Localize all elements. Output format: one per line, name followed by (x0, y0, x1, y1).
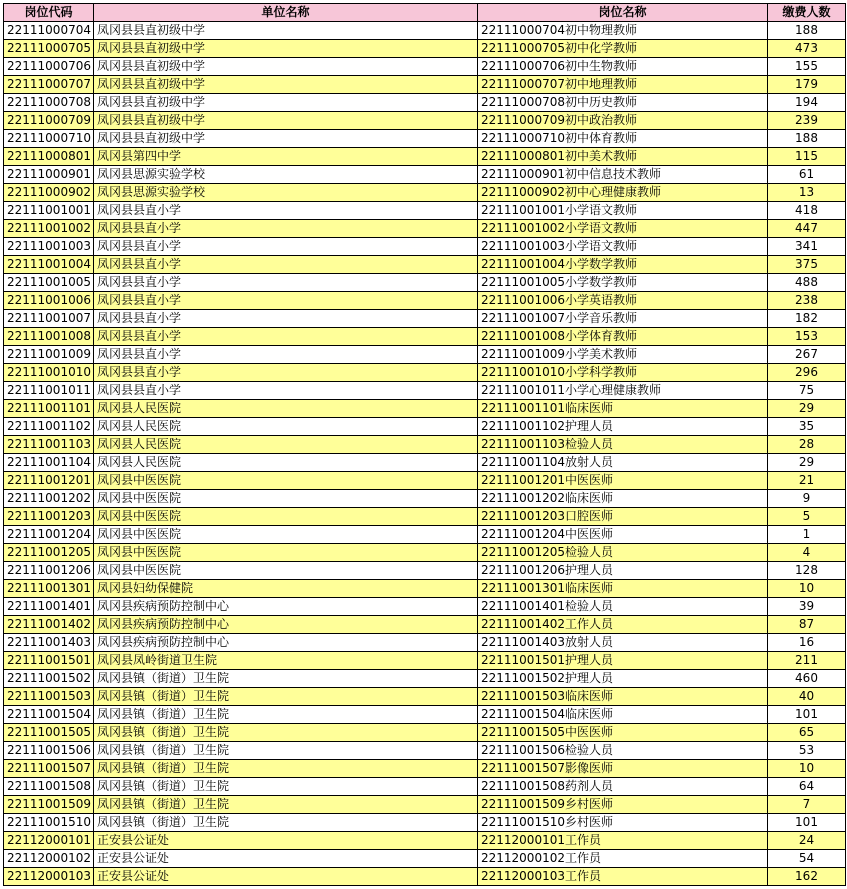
cell-unit-name: 凤冈县人民医院 (94, 454, 478, 472)
cell-position-code: 22111001509 (4, 796, 94, 814)
cell-position-name: 22111001005小学数学教师 (478, 274, 768, 292)
table-row (4, 580, 846, 598)
cell-position-name: 22111001202临床医师 (478, 490, 768, 508)
table-row (4, 724, 846, 742)
cell-position-name: 22111000704初中物理教师 (478, 22, 768, 40)
table-row (4, 22, 846, 40)
cell-position-name: 22111001011小学心理健康教师 (478, 382, 768, 400)
cell-position-code: 22111001502 (4, 670, 94, 688)
cell-position-code: 22111001501 (4, 652, 94, 670)
cell-unit-name: 凤冈县疾病预防控制中心 (94, 616, 478, 634)
table-row (4, 220, 846, 238)
cell-position-code: 22111001104 (4, 454, 94, 472)
cell-position-name: 22111001010小学科学教师 (478, 364, 768, 382)
table-row (4, 778, 846, 796)
cell-paid-count: 447 (768, 220, 846, 238)
cell-position-code: 22111000709 (4, 112, 94, 130)
cell-position-name: 22111001403放射人员 (478, 634, 768, 652)
table-row (4, 598, 846, 616)
cell-position-code: 22111000801 (4, 148, 94, 166)
cell-position-name: 22111001006小学英语教师 (478, 292, 768, 310)
cell-position-name: 22111000709初中政治教师 (478, 112, 768, 130)
cell-position-name: 22111001103检验人员 (478, 436, 768, 454)
cell-position-code: 22111001503 (4, 688, 94, 706)
cell-paid-count: 418 (768, 202, 846, 220)
cell-unit-name: 凤冈县中医医院 (94, 544, 478, 562)
table-row (4, 148, 846, 166)
table-row (4, 382, 846, 400)
cell-position-name: 22111001205检验人员 (478, 544, 768, 562)
cell-position-code: 22111001401 (4, 598, 94, 616)
cell-position-name: 22111000902初中心理健康教师 (478, 184, 768, 202)
table-row (4, 400, 846, 418)
header-position-name: 岗位名称 (478, 4, 768, 22)
cell-position-code: 22111001206 (4, 562, 94, 580)
cell-paid-count: 65 (768, 724, 846, 742)
cell-position-code: 22111001402 (4, 616, 94, 634)
cell-position-code: 22111001101 (4, 400, 94, 418)
cell-paid-count: 54 (768, 850, 846, 868)
cell-paid-count: 182 (768, 310, 846, 328)
cell-position-name: 22111000901初中信息技术教师 (478, 166, 768, 184)
table-row (4, 544, 846, 562)
table-row (4, 76, 846, 94)
table-row (4, 166, 846, 184)
cell-unit-name: 凤冈县第四中学 (94, 148, 478, 166)
table-row (4, 112, 846, 130)
cell-unit-name: 凤冈县县直小学 (94, 310, 478, 328)
cell-position-name: 22111001510乡村医师 (478, 814, 768, 832)
cell-position-code: 22111001003 (4, 238, 94, 256)
cell-position-name: 22111001301临床医师 (478, 580, 768, 598)
cell-position-name: 22111001501护理人员 (478, 652, 768, 670)
cell-paid-count: 1 (768, 526, 846, 544)
cell-position-code: 22111000705 (4, 40, 94, 58)
cell-unit-name: 凤冈县妇幼保健院 (94, 580, 478, 598)
cell-position-name: 22111001509乡村医师 (478, 796, 768, 814)
cell-unit-name: 正安县公证处 (94, 832, 478, 850)
cell-unit-name: 凤冈县县直初级中学 (94, 94, 478, 112)
cell-position-code: 22111001505 (4, 724, 94, 742)
cell-unit-name: 凤冈县中医医院 (94, 472, 478, 490)
cell-unit-name: 凤冈县人民医院 (94, 436, 478, 454)
table-row (4, 454, 846, 472)
cell-unit-name: 凤冈县镇（街道）卫生院 (94, 742, 478, 760)
cell-unit-name: 凤冈县镇（街道）卫生院 (94, 760, 478, 778)
cell-paid-count: 101 (768, 814, 846, 832)
header-position-code: 岗位代码 (4, 4, 94, 22)
cell-position-name: 22111001102护理人员 (478, 418, 768, 436)
cell-position-name: 22111001504临床医师 (478, 706, 768, 724)
cell-position-code: 22111001102 (4, 418, 94, 436)
table-body (4, 22, 846, 886)
cell-unit-name: 凤冈县县直小学 (94, 382, 478, 400)
cell-paid-count: 488 (768, 274, 846, 292)
cell-position-code: 22111001004 (4, 256, 94, 274)
cell-unit-name: 凤冈县思源实验学校 (94, 166, 478, 184)
cell-position-code: 22111000707 (4, 76, 94, 94)
cell-unit-name: 凤冈县县直初级中学 (94, 22, 478, 40)
table-row (4, 868, 846, 886)
cell-unit-name: 凤冈县县直小学 (94, 274, 478, 292)
cell-position-name: 22111000801初中美术教师 (478, 148, 768, 166)
cell-paid-count: 296 (768, 364, 846, 382)
cell-position-code: 22111001301 (4, 580, 94, 598)
cell-unit-name: 凤冈县人民医院 (94, 400, 478, 418)
cell-position-name: 22111000706初中生物教师 (478, 58, 768, 76)
cell-paid-count: 7 (768, 796, 846, 814)
cell-position-code: 22111000704 (4, 22, 94, 40)
cell-position-code: 22111000708 (4, 94, 94, 112)
registration-table (3, 3, 846, 886)
table-row (4, 850, 846, 868)
cell-position-name: 22111001009小学美术教师 (478, 346, 768, 364)
cell-paid-count: 64 (768, 778, 846, 796)
cell-position-name: 22111001503临床医师 (478, 688, 768, 706)
cell-unit-name: 凤冈县县直初级中学 (94, 130, 478, 148)
table-row (4, 418, 846, 436)
cell-paid-count: 473 (768, 40, 846, 58)
cell-position-name: 22111001101临床医师 (478, 400, 768, 418)
cell-position-name: 22111001003小学语文教师 (478, 238, 768, 256)
cell-paid-count: 24 (768, 832, 846, 850)
cell-paid-count: 39 (768, 598, 846, 616)
cell-position-name: 22111001506检验人员 (478, 742, 768, 760)
cell-position-name: 22111001007小学音乐教师 (478, 310, 768, 328)
cell-position-code: 22111001011 (4, 382, 94, 400)
table-row (4, 328, 846, 346)
cell-unit-name: 凤冈县县直小学 (94, 328, 478, 346)
table-row (4, 508, 846, 526)
cell-unit-name: 凤冈县县直小学 (94, 364, 478, 382)
cell-paid-count: 460 (768, 670, 846, 688)
cell-paid-count: 9 (768, 490, 846, 508)
cell-position-code: 22111001202 (4, 490, 94, 508)
cell-paid-count: 194 (768, 94, 846, 112)
cell-unit-name: 凤冈县县直小学 (94, 292, 478, 310)
cell-unit-name: 凤冈县县直初级中学 (94, 58, 478, 76)
table-row (4, 364, 846, 382)
cell-position-name: 22112000101工作员 (478, 832, 768, 850)
cell-paid-count: 53 (768, 742, 846, 760)
table-row (4, 760, 846, 778)
cell-unit-name: 凤冈县县直初级中学 (94, 40, 478, 58)
cell-position-name: 22111000705初中化学教师 (478, 40, 768, 58)
cell-paid-count: 40 (768, 688, 846, 706)
table-row (4, 256, 846, 274)
cell-position-name: 22111000707初中地理教师 (478, 76, 768, 94)
cell-paid-count: 87 (768, 616, 846, 634)
cell-position-name: 22111001201中医医师 (478, 472, 768, 490)
cell-position-code: 22111001005 (4, 274, 94, 292)
cell-paid-count: 4 (768, 544, 846, 562)
cell-unit-name: 凤冈县人民医院 (94, 418, 478, 436)
cell-unit-name: 凤冈县县直小学 (94, 202, 478, 220)
cell-unit-name: 凤冈县思源实验学校 (94, 184, 478, 202)
table-row (4, 796, 846, 814)
cell-position-name: 22111001502护理人员 (478, 670, 768, 688)
table-row (4, 436, 846, 454)
cell-paid-count: 128 (768, 562, 846, 580)
table-row (4, 832, 846, 850)
cell-position-code: 22111001007 (4, 310, 94, 328)
cell-unit-name: 凤冈县县直初级中学 (94, 112, 478, 130)
cell-unit-name: 凤冈县疾病预防控制中心 (94, 634, 478, 652)
cell-position-name: 22111001402工作人员 (478, 616, 768, 634)
cell-position-code: 22111001006 (4, 292, 94, 310)
table-row (4, 652, 846, 670)
cell-unit-name: 凤冈县疾病预防控制中心 (94, 598, 478, 616)
cell-position-code: 22112000103 (4, 868, 94, 886)
cell-unit-name: 凤冈县镇（街道）卫生院 (94, 724, 478, 742)
cell-paid-count: 188 (768, 22, 846, 40)
cell-position-name: 22111001206护理人员 (478, 562, 768, 580)
cell-position-code: 22111001009 (4, 346, 94, 364)
cell-position-code: 22111000710 (4, 130, 94, 148)
table-row (4, 202, 846, 220)
cell-position-name: 22111000710初中体育教师 (478, 130, 768, 148)
table-row (4, 130, 846, 148)
cell-paid-count: 101 (768, 706, 846, 724)
cell-paid-count: 5 (768, 508, 846, 526)
cell-position-code: 22111001203 (4, 508, 94, 526)
cell-unit-name: 凤冈县县直初级中学 (94, 76, 478, 94)
cell-position-code: 22111001504 (4, 706, 94, 724)
table-row (4, 292, 846, 310)
cell-paid-count: 29 (768, 400, 846, 418)
cell-paid-count: 188 (768, 130, 846, 148)
cell-position-code: 22111001506 (4, 742, 94, 760)
cell-position-name: 22111001104放射人员 (478, 454, 768, 472)
cell-position-code: 22111001204 (4, 526, 94, 544)
cell-paid-count: 267 (768, 346, 846, 364)
table-row (4, 634, 846, 652)
table-row (4, 670, 846, 688)
cell-position-code: 22111001008 (4, 328, 94, 346)
cell-unit-name: 正安县公证处 (94, 868, 478, 886)
cell-unit-name: 凤冈县县直小学 (94, 256, 478, 274)
table-row (4, 94, 846, 112)
table-row (4, 472, 846, 490)
cell-position-code: 22112000101 (4, 832, 94, 850)
cell-position-code: 22111000901 (4, 166, 94, 184)
cell-paid-count: 13 (768, 184, 846, 202)
cell-unit-name: 凤冈县镇（街道）卫生院 (94, 706, 478, 724)
table-row (4, 58, 846, 76)
cell-position-code: 22111001001 (4, 202, 94, 220)
table-row (4, 184, 846, 202)
table-row (4, 688, 846, 706)
cell-paid-count: 153 (768, 328, 846, 346)
cell-position-name: 22111001508药剂人员 (478, 778, 768, 796)
cell-paid-count: 16 (768, 634, 846, 652)
table-row (4, 346, 846, 364)
cell-paid-count: 238 (768, 292, 846, 310)
table-row (4, 562, 846, 580)
cell-position-name: 22112000103工作员 (478, 868, 768, 886)
cell-position-name: 22111001505中医医师 (478, 724, 768, 742)
cell-unit-name: 凤冈县镇（街道）卫生院 (94, 688, 478, 706)
cell-paid-count: 61 (768, 166, 846, 184)
cell-paid-count: 375 (768, 256, 846, 274)
cell-paid-count: 155 (768, 58, 846, 76)
cell-paid-count: 29 (768, 454, 846, 472)
cell-position-code: 22111001002 (4, 220, 94, 238)
cell-position-code: 22111001010 (4, 364, 94, 382)
cell-paid-count: 10 (768, 580, 846, 598)
table-row (4, 490, 846, 508)
cell-unit-name: 凤冈县中医医院 (94, 490, 478, 508)
cell-position-code: 22112000102 (4, 850, 94, 868)
cell-position-name: 22111001507影像医师 (478, 760, 768, 778)
cell-unit-name: 凤冈县镇（街道）卫生院 (94, 814, 478, 832)
cell-position-name: 22111001004小学数学教师 (478, 256, 768, 274)
cell-unit-name: 凤冈县镇（街道）卫生院 (94, 778, 478, 796)
cell-position-code: 22111001510 (4, 814, 94, 832)
cell-paid-count: 211 (768, 652, 846, 670)
cell-position-code: 22111001403 (4, 634, 94, 652)
table-row (4, 526, 846, 544)
table-row (4, 706, 846, 724)
header-row (4, 4, 846, 22)
cell-unit-name: 凤冈县中医医院 (94, 526, 478, 544)
cell-position-name: 22112000102工作员 (478, 850, 768, 868)
cell-paid-count: 341 (768, 238, 846, 256)
cell-unit-name: 凤冈县镇（街道）卫生院 (94, 796, 478, 814)
cell-position-code: 22111000902 (4, 184, 94, 202)
cell-paid-count: 10 (768, 760, 846, 778)
cell-paid-count: 21 (768, 472, 846, 490)
cell-unit-name: 凤冈县县直小学 (94, 238, 478, 256)
cell-unit-name: 凤冈县中医医院 (94, 508, 478, 526)
cell-position-name: 22111001203口腔医师 (478, 508, 768, 526)
cell-position-code: 22111001507 (4, 760, 94, 778)
table-row (4, 274, 846, 292)
table-row (4, 310, 846, 328)
cell-paid-count: 239 (768, 112, 846, 130)
cell-paid-count: 28 (768, 436, 846, 454)
cell-unit-name: 凤冈县凤岭街道卫生院 (94, 652, 478, 670)
header-paid-count: 缴费人数 (768, 4, 846, 22)
cell-position-code: 22111001508 (4, 778, 94, 796)
cell-position-name: 22111001008小学体育教师 (478, 328, 768, 346)
cell-unit-name: 凤冈县中医医院 (94, 562, 478, 580)
table-row (4, 238, 846, 256)
table-row (4, 742, 846, 760)
cell-paid-count: 35 (768, 418, 846, 436)
cell-unit-name: 凤冈县县直小学 (94, 220, 478, 238)
cell-unit-name: 正安县公证处 (94, 850, 478, 868)
cell-position-name: 22111000708初中历史教师 (478, 94, 768, 112)
cell-position-name: 22111001001小学语文教师 (478, 202, 768, 220)
cell-position-name: 22111001401检验人员 (478, 598, 768, 616)
cell-paid-count: 115 (768, 148, 846, 166)
cell-position-code: 22111001201 (4, 472, 94, 490)
cell-position-name: 22111001204中医医师 (478, 526, 768, 544)
cell-paid-count: 179 (768, 76, 846, 94)
cell-unit-name: 凤冈县镇（街道）卫生院 (94, 670, 478, 688)
table-row (4, 616, 846, 634)
cell-paid-count: 75 (768, 382, 846, 400)
cell-position-code: 22111001205 (4, 544, 94, 562)
header-unit-name: 单位名称 (94, 4, 478, 22)
table-row (4, 814, 846, 832)
cell-paid-count: 162 (768, 868, 846, 886)
cell-position-name: 22111001002小学语文教师 (478, 220, 768, 238)
cell-position-code: 22111000706 (4, 58, 94, 76)
cell-unit-name: 凤冈县县直小学 (94, 346, 478, 364)
cell-position-code: 22111001103 (4, 436, 94, 454)
table-row (4, 40, 846, 58)
